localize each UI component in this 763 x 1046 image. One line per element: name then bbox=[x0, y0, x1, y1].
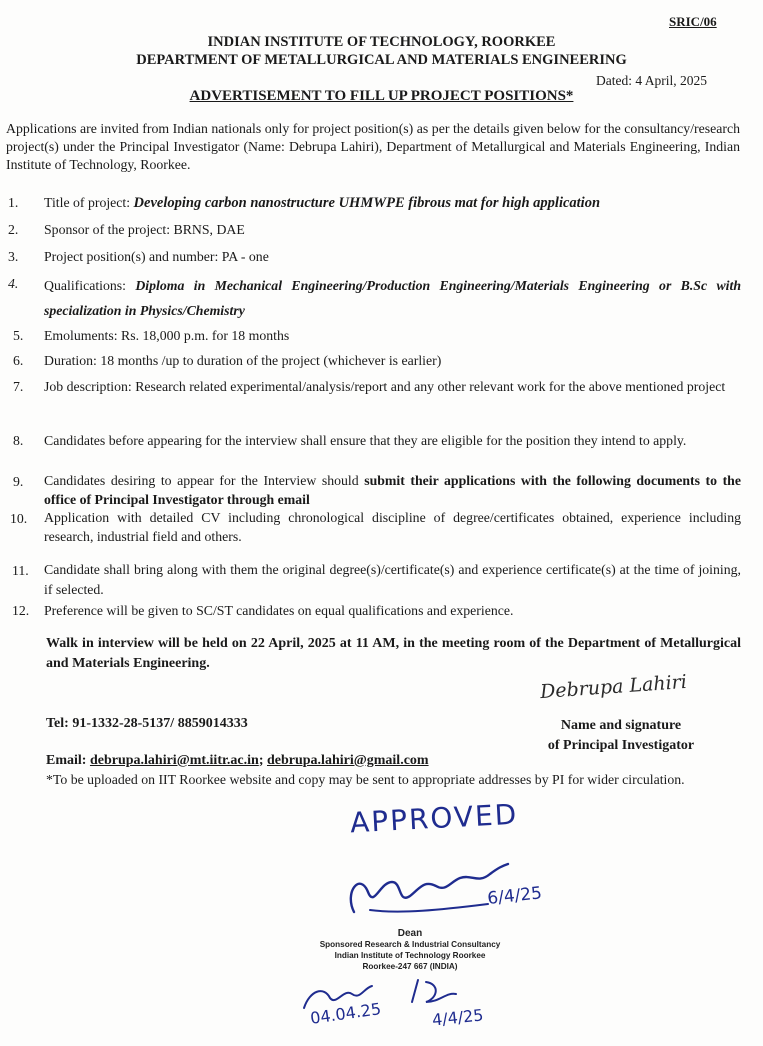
item-number: 1. bbox=[8, 195, 19, 210]
stamp-line-1: Sponsored Research & Industrial Consultancy bbox=[319, 940, 501, 949]
email-link-iitr[interactable]: debrupa.lahiri@mt.iitr.ac.in bbox=[89, 753, 259, 768]
item-number: 4. bbox=[8, 276, 19, 291]
item-label: Candidates desiring to appear for the Interview should bbox=[44, 473, 365, 488]
stamp-line-3: Roorkee-247 667 (INDIA) bbox=[362, 962, 458, 971]
telephone: Tel: 91-1332-28-5137/ 8859014333 bbox=[46, 716, 248, 731]
qualifications-value: Diploma in Mechanical Engineering/Production Engineering/Materials Engineering or B.Sc with specialization in Physics/Chemistry bbox=[44, 278, 741, 318]
item-number: 12. bbox=[12, 603, 30, 618]
institute-name: INDIAN INSTITUTE OF TECHNOLOGY, ROORKEE bbox=[207, 34, 556, 50]
email-link-gmail[interactable]: debrupa.lahiri@gmail.com bbox=[266, 753, 429, 768]
item-number: 11. bbox=[12, 563, 29, 578]
walk-in-notice: Walk in interview will be held on 22 April, 2025 at 11 AM, in the meeting room of the Department of Metallurgical and Materials Engineering. bbox=[46, 636, 741, 671]
item-number: 8. bbox=[13, 433, 24, 448]
dean-signature-scribble bbox=[340, 852, 570, 932]
item-text: Job description: Research related experimental/analysis/report and any other relevant work for the above mentioned project bbox=[44, 379, 726, 394]
reference-number: SRIC/06 bbox=[669, 14, 717, 29]
item-text: Candidate shall bring along with them the original degree(s)/certificate(s) and experience certificate(s) at the time of joining, if selected. bbox=[44, 562, 741, 597]
intro-paragraph: Applications are invited from Indian nationals only for project position(s) as per the details given below for the consultancy/research project(s) under the Principal Investigator (Name: Debrupa Lahiri), Department of Metallurgical and Materials Engineering, Indian Institute of Technology, Roorkee. bbox=[6, 121, 740, 172]
item-text: Application with detailed CV including chronological discipline of degree/certificates obtained, experience including research, industrial field and others. bbox=[44, 510, 741, 544]
item-text: Sponsor of the project: BRNS, DAE bbox=[44, 222, 245, 237]
svg-text:6/4/25: 6/4/25 bbox=[486, 883, 543, 909]
item-text: Emoluments: Rs. 18,000 p.m. for 18 months bbox=[44, 328, 290, 343]
item-number: 3. bbox=[8, 249, 19, 264]
email-separator: ; bbox=[258, 753, 267, 768]
item-number: 5. bbox=[13, 328, 24, 343]
item-label: Qualifications: bbox=[44, 278, 136, 293]
dated-line: Dated: 4 April, 2025 bbox=[596, 73, 707, 88]
pi-handwritten-signature: Debrupa Lahiri bbox=[539, 670, 688, 704]
stamp-line-2: Indian Institute of Technology Roorkee bbox=[334, 951, 486, 960]
item-number: 9. bbox=[13, 474, 24, 489]
signature-caption bbox=[536, 716, 706, 756]
signature-line-2: of Principal Investigator bbox=[547, 738, 695, 753]
submission-instruction: submit their applications with the following documents to the office of Principal Investigator through email bbox=[44, 473, 741, 507]
approved-handwriting: APPROVED bbox=[349, 797, 520, 840]
footnote: *To be uploaded on IIT Roorkee website and copy may be sent to appropriate addresses by PI for wider circulation. bbox=[46, 772, 685, 787]
item-number: 10. bbox=[10, 511, 28, 526]
stamp-title: Dean bbox=[397, 928, 423, 939]
item-text: Preference will be given to SC/ST candidates on equal qualifications and experience. bbox=[44, 603, 514, 618]
signature-line-1: Name and signature bbox=[560, 718, 682, 733]
item-number: 7. bbox=[13, 379, 24, 394]
project-title: Developing carbon nanostructure UHMWPE fibrous mat for high application bbox=[133, 195, 601, 211]
advertisement-title: ADVERTISEMENT TO FILL UP PROJECT POSITIONS* bbox=[189, 88, 574, 104]
department-name: DEPARTMENT OF METALLURGICAL AND MATERIALS ENGINEERING bbox=[136, 52, 627, 68]
item-label: Title of project: bbox=[44, 195, 134, 210]
dean-office-stamp bbox=[250, 928, 570, 972]
date-a: 04.04.25 bbox=[309, 999, 383, 1028]
item-number: 6. bbox=[13, 353, 24, 368]
date-b: 4/4/25 bbox=[431, 1005, 485, 1030]
item-text: Duration: 18 months /up to duration of the project (whichever is earlier) bbox=[44, 353, 442, 368]
item-text: Project position(s) and number: PA - one bbox=[44, 249, 269, 264]
email-line bbox=[46, 753, 429, 769]
item-number: 2. bbox=[8, 222, 19, 237]
email-label: Email: bbox=[46, 753, 90, 768]
item-text: Candidates before appearing for the interview shall ensure that they are eligible for the position they intend to apply. bbox=[44, 433, 687, 448]
